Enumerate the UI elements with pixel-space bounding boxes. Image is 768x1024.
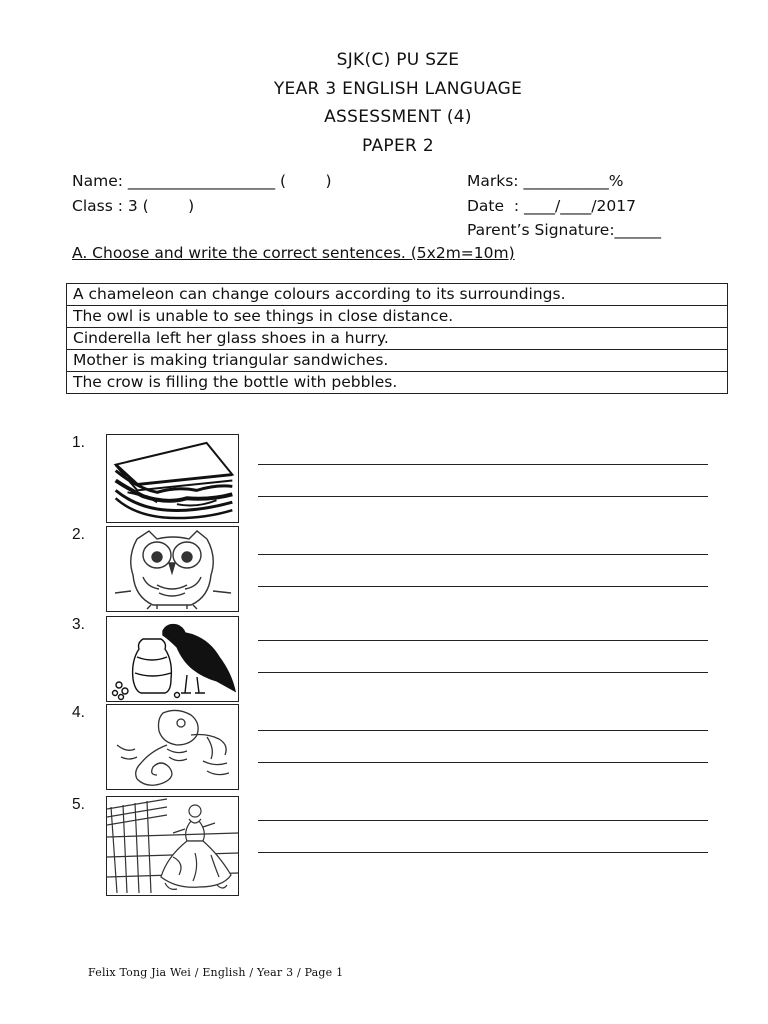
crow-icon bbox=[106, 616, 239, 702]
answer-line[interactable] bbox=[258, 762, 708, 763]
answer-line[interactable] bbox=[258, 820, 708, 821]
marks-field: Marks: ___________% bbox=[467, 172, 624, 190]
question-number: 3. bbox=[72, 616, 85, 633]
name-field: Name: ___________________ ( ) bbox=[72, 172, 332, 190]
subject-title: YEAR 3 ENGLISH LANGUAGE bbox=[273, 78, 523, 99]
answer-line[interactable] bbox=[258, 672, 708, 673]
sentence-option: Cinderella left her glass shoes in a hurry. bbox=[67, 328, 728, 350]
sentence-box bbox=[66, 283, 728, 394]
sentence-option: A chameleon can change colours according to its surroundings. bbox=[67, 284, 728, 306]
answer-line[interactable] bbox=[258, 496, 708, 497]
sentence-option: Mother is making triangular sandwiches. bbox=[67, 350, 728, 372]
answer-line[interactable] bbox=[258, 730, 708, 731]
question-number: 5. bbox=[72, 796, 85, 813]
answer-line[interactable] bbox=[258, 852, 708, 853]
sandwich-icon bbox=[106, 434, 239, 523]
answer-line[interactable] bbox=[258, 464, 708, 465]
answer-line[interactable] bbox=[258, 554, 708, 555]
answer-line[interactable] bbox=[258, 586, 708, 587]
owl-icon bbox=[106, 526, 239, 612]
question-number: 2. bbox=[72, 526, 85, 543]
question-2 bbox=[0, 526, 768, 622]
cinderella-icon bbox=[106, 796, 239, 896]
question-3 bbox=[0, 616, 768, 712]
date-field: Date : ____/____/2017 bbox=[467, 197, 636, 215]
signature-field: Parent’s Signature:______ bbox=[467, 221, 662, 239]
question-5 bbox=[0, 796, 768, 892]
assessment-title: ASSESSMENT (4) bbox=[324, 107, 472, 127]
question-number: 4. bbox=[72, 704, 85, 721]
paper-title: PAPER 2 bbox=[362, 135, 434, 156]
class-field: Class : 3 ( ) bbox=[72, 197, 195, 215]
sentence-option: The crow is filling the bottle with pebbles. bbox=[67, 372, 728, 394]
question-number: 1. bbox=[72, 434, 85, 451]
sentence-option: The owl is unable to see things in close distance. bbox=[67, 306, 728, 328]
answer-line[interactable] bbox=[258, 640, 708, 641]
worksheet-header bbox=[0, 46, 768, 160]
section-a-instruction: A. Choose and write the correct sentences. (5x2m=10m) bbox=[72, 244, 515, 262]
chameleon-icon bbox=[106, 704, 239, 790]
question-1 bbox=[0, 434, 768, 530]
school-name: SJK(C) PU SZE bbox=[336, 50, 460, 70]
question-4 bbox=[0, 704, 768, 800]
page-footer: Felix Tong Jia Wei / English / Year 3 / Page 1 bbox=[88, 966, 344, 979]
